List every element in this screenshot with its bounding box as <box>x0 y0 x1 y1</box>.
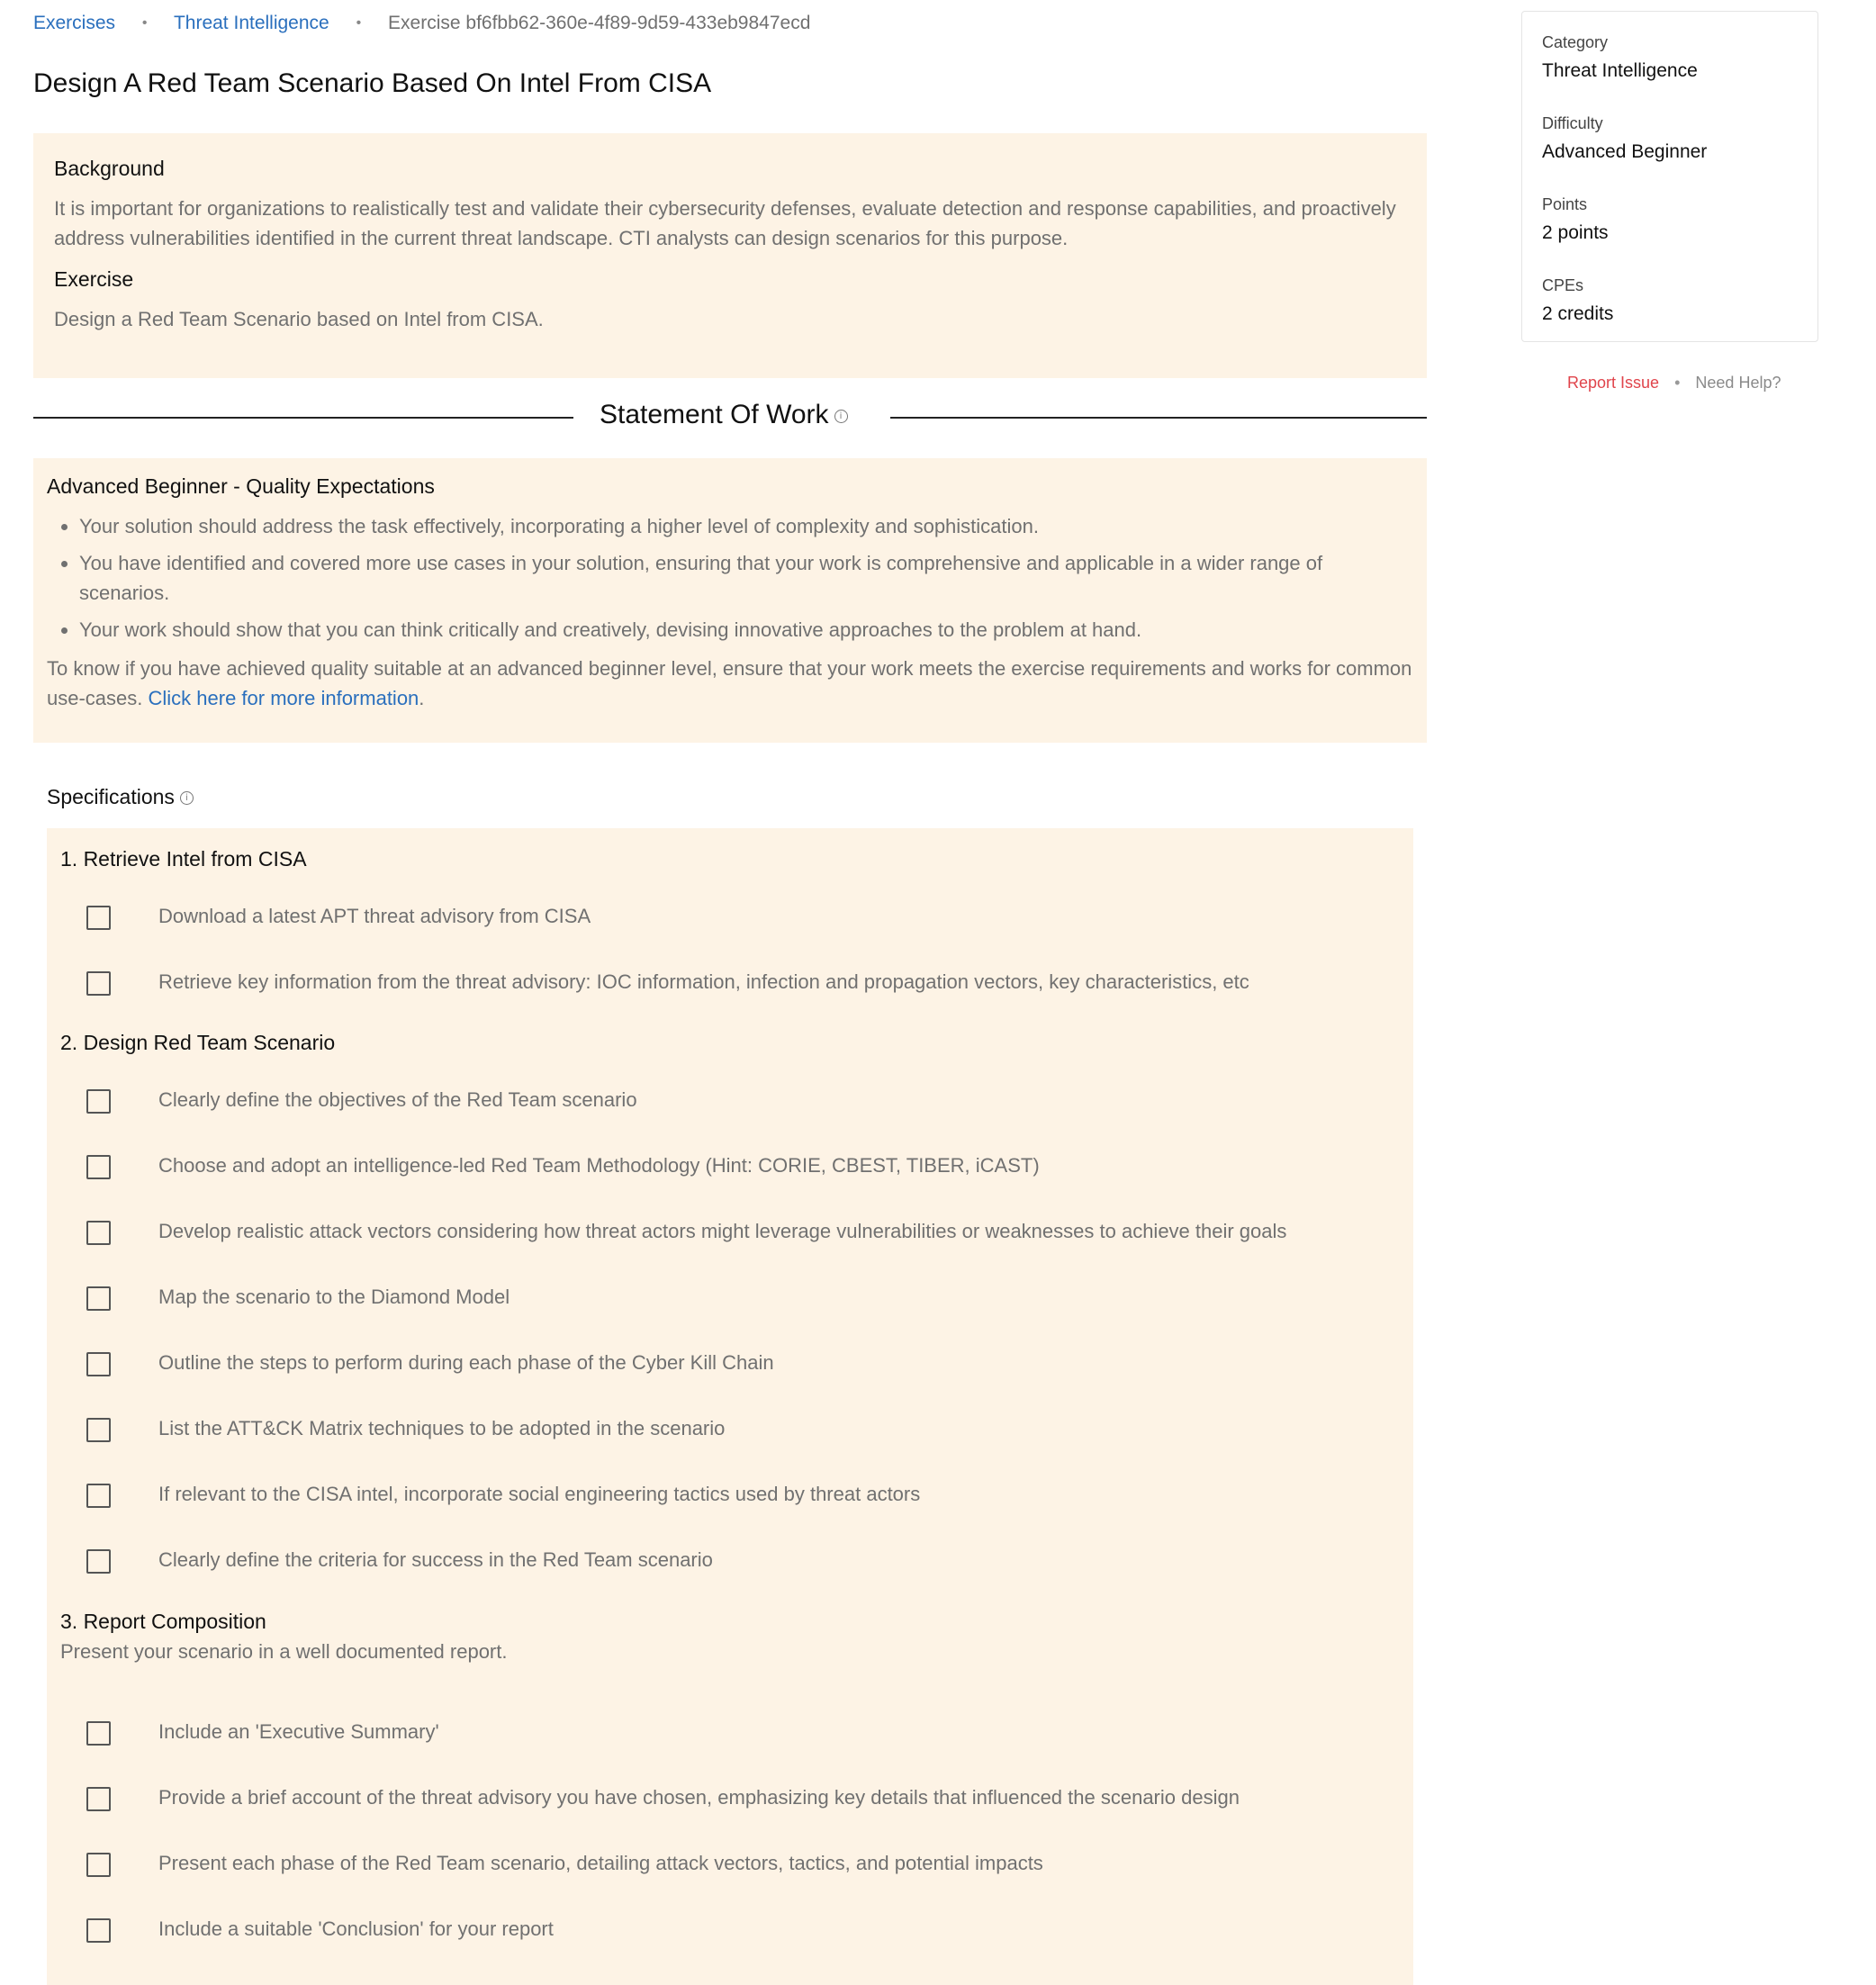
checklist-item-label: Include an 'Executive Summary' <box>158 1720 439 1743</box>
checkbox[interactable] <box>86 971 111 996</box>
quality-footer-text: To know if you have achieved quality suitable at an advanced beginner level, ensure that your work meets the exercise requirements and works for common use-cases. <box>47 657 1412 709</box>
checklist-item-label: Retrieve key information from the threat advisory: IOC information, infection and propagation vectors, key characteristics, etc <box>158 970 1249 993</box>
quality-footer-period: . <box>419 687 425 709</box>
more-information-link[interactable]: Click here for more information <box>148 687 419 709</box>
quality-expectations-card <box>33 458 1427 743</box>
cpes-label: CPEs <box>1542 276 1584 294</box>
quality-heading: Advanced Beginner - Quality Expectations <box>47 474 435 498</box>
points-value: 2 points <box>1542 222 1609 243</box>
page-title: Design A Red Team Scenario Based On Intel From CISA <box>33 68 712 98</box>
specifications-card <box>47 828 1413 1985</box>
checkbox[interactable] <box>86 906 111 930</box>
info-icon[interactable]: i <box>180 791 194 805</box>
quality-footer <box>47 654 1413 713</box>
background-text: It is important for organizations to realistically test and validate their cybersecurity defenses, evaluate detection and response capabilities, and proactively address vulnerabilities identified in the current threat landscape. CTI analysts can design scenarios for this purpose. <box>54 197 1396 249</box>
exercise-heading: Exercise <box>54 267 134 291</box>
checklist-item-label: Clearly define the objectives of the Red Team scenario <box>158 1088 637 1111</box>
section-title: 2. Design Red Team Scenario <box>60 1031 336 1054</box>
need-help-link[interactable]: Need Help? <box>1695 374 1781 392</box>
checklist-item-label: Map the scenario to the Diamond Model <box>158 1286 510 1308</box>
quality-bullets <box>47 511 1413 645</box>
checkbox[interactable] <box>86 1089 111 1114</box>
specifications-title <box>47 785 194 809</box>
divider-line-left <box>33 417 573 419</box>
checklist-item-label: If relevant to the CISA intel, incorporate social engineering tactics used by threat actors <box>158 1483 921 1505</box>
checkbox[interactable] <box>86 1721 111 1746</box>
breadcrumb <box>33 13 810 34</box>
checklist-item-label: Develop realistic attack vectors considering how threat actors might leverage vulnerabilities or weaknesses to achieve their goals <box>158 1220 1287 1242</box>
statement-of-work-label: Statement Of Work <box>600 400 829 429</box>
statement-of-work-title <box>600 400 848 430</box>
exercise-meta-panel <box>1521 11 1818 342</box>
breadcrumb-category-link[interactable]: Threat Intelligence <box>173 13 329 33</box>
specifications-label: Specifications <box>47 785 175 808</box>
section-subtitle: Present your scenario in a well documented report. <box>60 1640 508 1663</box>
checkbox[interactable] <box>86 1484 111 1508</box>
support-links <box>1567 374 1781 392</box>
checklist-item-label: Choose and adopt an intelligence-led Red Team Methodology (Hint: CORIE, CBEST, TIBER, iCAST) <box>158 1154 1040 1177</box>
quality-bullet: • Your solution should address the task effectively, incorporating a higher level of complexity and sophistication. <box>79 511 1413 541</box>
checkbox[interactable] <box>86 1155 111 1179</box>
breadcrumb-current: Exercise bf6fbb62-360e-4f89-9d59-433eb9847ecd <box>388 13 811 33</box>
checklist-item-label: Provide a brief account of the threat advisory you have chosen, emphasizing key details that influenced the scenario design <box>158 1786 1240 1809</box>
checkbox[interactable] <box>86 1221 111 1245</box>
info-icon[interactable]: i <box>834 410 848 423</box>
checklist-item-label: Clearly define the criteria for success in the Red Team scenario <box>158 1548 713 1571</box>
checkbox[interactable] <box>86 1787 111 1811</box>
report-issue-link[interactable]: Report Issue <box>1567 374 1660 392</box>
checklist-item-label: Download a latest APT threat advisory from CISA <box>158 905 591 927</box>
checkbox[interactable] <box>86 1418 111 1442</box>
checkbox[interactable] <box>86 1352 111 1376</box>
quality-bullet: • You have identified and covered more use cases in your solution, ensuring that your work is comprehensive and applicable in a wider range of scenarios. <box>79 548 1413 608</box>
quality-bullet: • Your work should show that you can think critically and creatively, devising innovative approaches to the problem at hand. <box>79 615 1413 645</box>
divider-line-right <box>890 417 1427 419</box>
section-title: 3. Report Composition <box>60 1610 266 1633</box>
background-heading: Background <box>54 157 165 180</box>
checkbox[interactable] <box>86 1286 111 1311</box>
section-title: 1. Retrieve Intel from CISA <box>60 847 307 871</box>
difficulty-label: Difficulty <box>1542 114 1603 132</box>
difficulty-value: Advanced Beginner <box>1542 141 1708 162</box>
breadcrumb-separator: • <box>356 15 362 31</box>
checklist-item-label: Include a suitable 'Conclusion' for your report <box>158 1917 554 1940</box>
exercise-text: Design a Red Team Scenario based on Intel from CISA. <box>54 308 544 330</box>
category-value: Threat Intelligence <box>1542 60 1698 81</box>
breadcrumb-separator: • <box>141 15 148 31</box>
category-label: Category <box>1542 33 1609 51</box>
checkbox[interactable] <box>86 1918 111 1943</box>
checkbox[interactable] <box>86 1853 111 1877</box>
checklist-item-label: List the ATT&CK Matrix techniques to be adopted in the scenario <box>158 1417 726 1439</box>
checklist-item-label: Outline the steps to perform during each phase of the Cyber Kill Chain <box>158 1351 774 1374</box>
link-separator: • <box>1674 374 1681 392</box>
cpes-value: 2 credits <box>1542 303 1614 324</box>
checkbox[interactable] <box>86 1549 111 1574</box>
points-label: Points <box>1542 195 1588 213</box>
background-card <box>33 133 1427 378</box>
breadcrumb-exercises-link[interactable]: Exercises <box>33 13 116 33</box>
checklist-item-label: Present each phase of the Red Team scenario, detailing attack vectors, tactics, and potential impacts <box>158 1852 1043 1874</box>
